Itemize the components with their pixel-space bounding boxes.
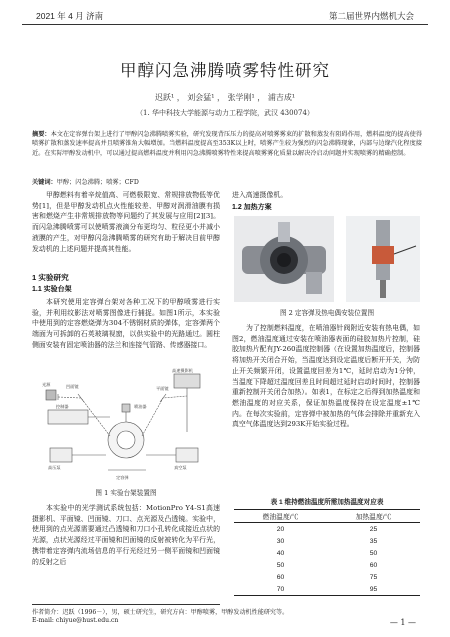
header-left: 2021 年 4 月 济南 [36,11,104,21]
fig1-label-light-source: 光源 [42,382,51,387]
fig1-label-injector: 喷油器 [134,404,147,409]
fig1-label-chamber: 定容弹 [116,475,129,480]
table-1-title: 表 1 维持燃油温度所需加热温度对应表 [270,499,384,506]
table-row [234,535,420,547]
table-row [234,547,420,559]
paper-authors: 迟跃¹ ， 刘会猛¹ ， 张学刚¹ ， 浦吉成¹ [154,93,296,102]
fig1-label-vacuum-pump: 真空泵 [174,465,187,470]
table-row [234,583,420,596]
figure-1-schematic [38,366,218,483]
table-cell: 95 [369,585,378,593]
keywords-label: 关键词： [32,179,57,186]
intro-paragraph: 甲醇燃料有着辛烷值高、可燃极限宽、常规排放物低等优势[1]，但是甲醇发动机点火性能较差、甲醇对润滑油膜有损害和燃烧产生非常规排放物等问题约了其发展与应用[2][3]。而闪急沸腾喷雾可以使喷雾液滴分布更均匀、粒径更小并减小液膜的产生，对甲醇闪急沸腾喷雾的研究有助于解决目前甲醇发动机的上述问题并提高其性能。 [32,191,220,253]
author-email: E-mail: chiyue@hust.edu.cn [32,617,119,624]
paper-title: 甲醇闪急沸腾喷雾特性研究 [120,61,330,80]
fig1-label-concave-mirror: 凹面镜 [66,384,79,389]
fig1-label-controller: 控制器 [56,404,69,409]
page-number: — 1 — [389,618,416,627]
paper-affiliation: （1. 华中科技大学能源与动力工程学院，武汉 430074） [136,109,314,117]
table-cell: 50 [276,561,285,569]
figure-2-caption: 图 2 定容弹及热电偶安装位置图 [279,309,375,317]
table-cell: 70 [276,585,285,593]
table-cell: 20 [276,525,285,533]
author-note: 作者简介：迟跃（1996－），男，硕士研究生，研究方向：甲醇喷雾，甲醇发动机性能研究等。 [32,609,289,616]
keywords-text: 甲醇；闪急沸腾；喷雾；CFD [56,179,139,186]
fig1-label-pump: 高压泵 [48,465,61,470]
table-1-header-heat: 加热温度/℃ [355,514,392,521]
header-rule [22,24,428,25]
figure-2-photo-thermocouple [346,216,420,302]
table-cell: 60 [369,561,378,569]
table-cell: 30 [276,537,285,545]
figure-1-caption: 图 1 实验台架装置图 [95,489,157,497]
table-cell: 60 [276,573,285,581]
abstract-text: 本文在定容弹台架上进行了甲醇闪急沸腾喷雾实验，研究发现背压压力的提高对喷雾雾束的扩散和蒸发有阻碍作用，燃料温度的提高使得喷雾扩散和蒸发速率提高并且喷雾锥角大幅增加。当燃料温度提高至353K以上时，喷雾产生较为强烈的闪急沸腾现象，内部与边缘汽化程度接近。在实际甲醇发动机中，可以通过提高燃料温度并利用闪急沸腾喷雾特性来提高喷雾雾化质量以解决冷启动问题并实现喷雾的精确控制。 [32,131,423,157]
section-1-2-paragraph: 为了控制燃料温度，在喷油器针阀附近安装有热电偶，如图2，燃油温度通过安装在喷油器表面的硅胶加热片控制，硅胶加热片配有JY-260温度控制器（在设置加热温度后，控制器将加热开关闭合开始，当温度达到设定温度后断开开关，为防止开关频繁开闭，设置温度回差为1℃，延时启动为1分钟，当温度下降超过温度回差且时间超过延时启动时间时，控制器重新控制开关闭合加热）。如表1，在标定之后得到加热温度和燃油温度的对应关系，保证加热温度保持在设定温度±1℃内。在每次实验前，定容弹中被加热的气体会排除并重新充入真空气体温度达到293K开始实验过程。 [232,324,420,429]
section-1-heading: 1 实验研究 [32,273,69,282]
table-row [234,523,420,536]
table-row [234,571,420,583]
table-1-header-fuel: 燃油温度/℃ [262,514,299,521]
table-cell: 75 [369,573,378,581]
header-right: 第二届世界内燃机大会 [328,11,414,21]
table-cell: 50 [369,549,378,557]
fig1-label-flat-mirror: 平面镜 [156,386,169,391]
table-row [234,559,420,571]
figure-2-photo-chamber [234,216,334,302]
abstract-label: 摘要： [32,131,51,138]
fig1-label-camera: 高速摄影机 [172,368,193,373]
section-1-1-heading: 1.1 实验台架 [32,286,72,293]
keywords [32,177,139,186]
abstract [32,130,422,158]
optics-paragraph: 本实验中的光学测试系统包括：MotionPro Y4-S1高速摄影机、平面镜、凹面镜、刀口、点光源及凸透镜。实验中，使用到的点光源需要通过凸透镜和刀口小孔转化成接近点状的光源，点状光源经过平面镜和凹面镜的反射被转化为平行光，携带着定容弹内流场信息的平行光经过另一侧平面镜和凹面镜的反射之后 [32,504,220,566]
table-cell: 35 [369,537,378,545]
table-cell: 25 [369,525,378,533]
footnote-rule [32,604,220,605]
table-1 [234,509,420,596]
continuation-line: 进入高速摄像机。 [232,191,288,199]
section-1-2-heading: 1.2 加热方案 [232,204,272,211]
table-1-header-row [234,510,420,523]
section-1-1-paragraph: 本研究使用定容弹台架对各种工况下的甲醇喷雾进行实验，并利用纹影法对喷雾图像进行捕捉。如图1所示，本实验中使用到的定容燃烧弹为304不锈钢材质的弹体，定容弹两个端面为可拆卸的石英玻璃视窗，以供实验中的光路通过。圆柱侧面安装有固定喷油器的法兰和连接气管路、传感器接口。 [32,298,220,349]
table-cell: 40 [276,549,285,557]
